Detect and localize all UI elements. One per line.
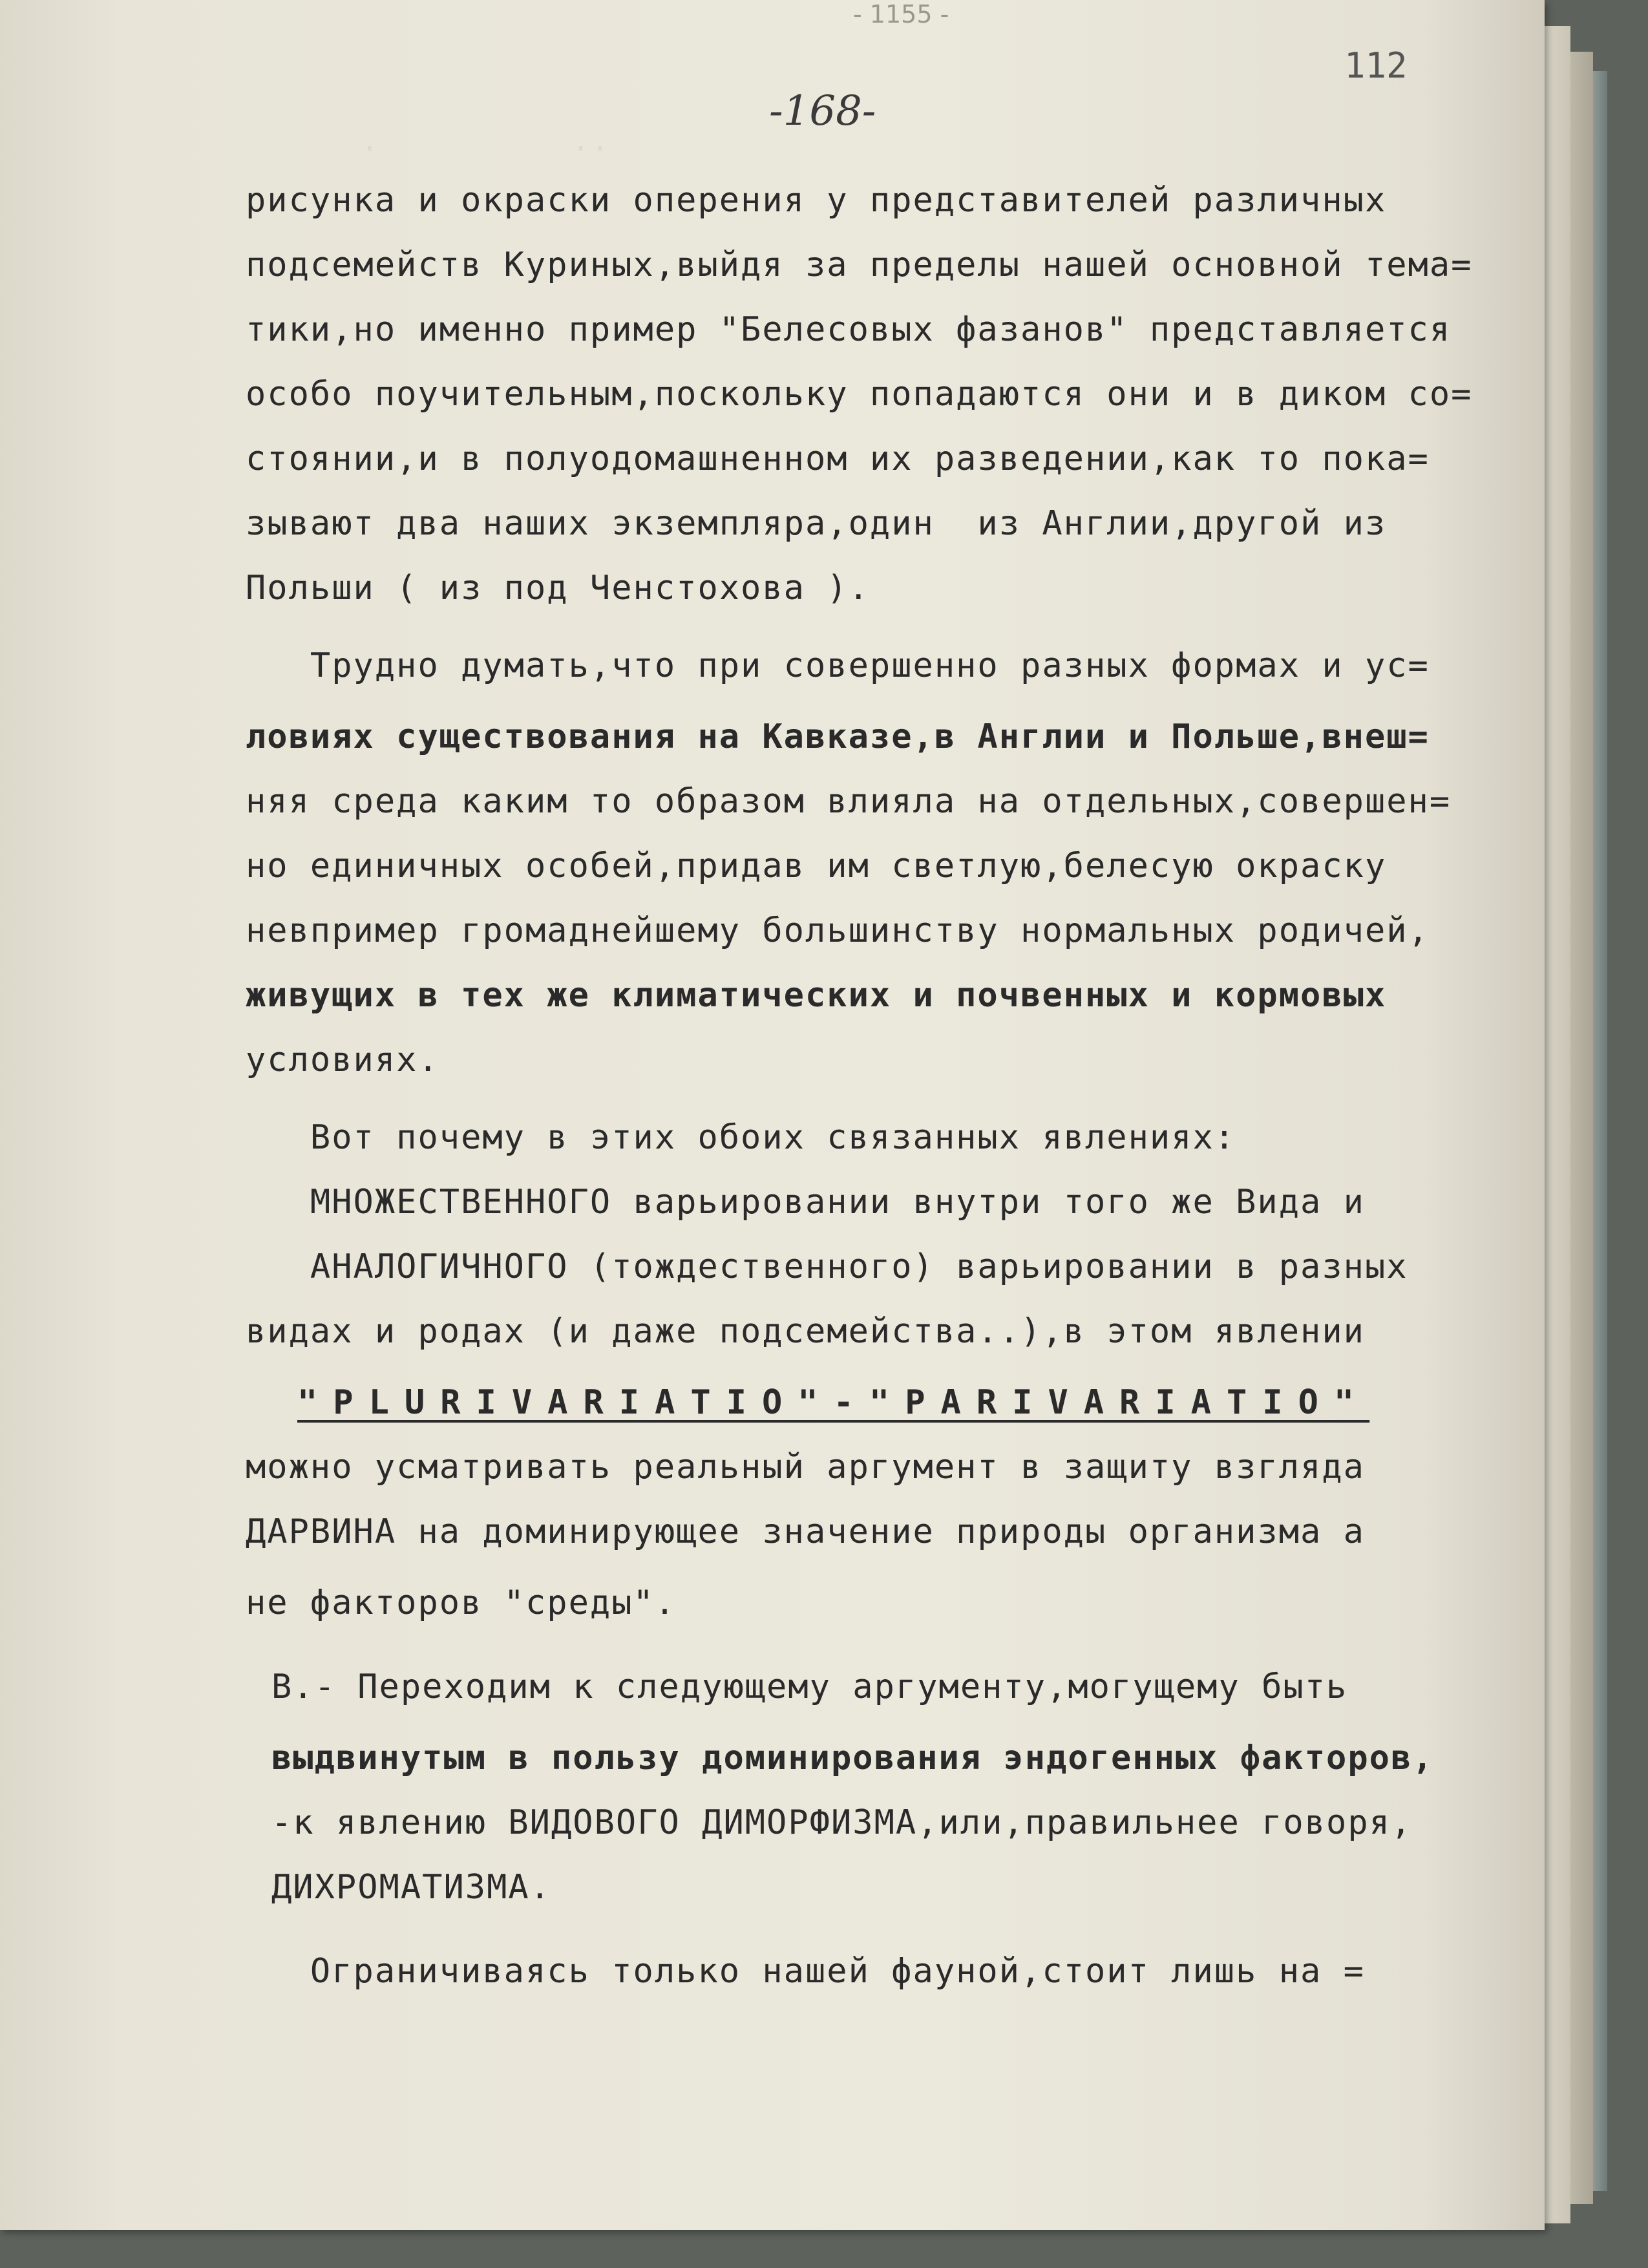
- text-line: В.- Переходим к следующему аргументу,могущему быть: [271, 1668, 1348, 1706]
- text-line: подсемейств Куриных,выйдя за пределы нашей основной тема=: [246, 246, 1473, 284]
- text-line: рисунка и окраски оперения у представителей различных: [246, 181, 1387, 220]
- text-line: условиях.: [246, 1041, 439, 1079]
- text-line: ДИХРОМАТИЗМА.: [271, 1868, 551, 1907]
- text-line: няя среда каким то образом влияла на отдельных,совершен=: [246, 782, 1452, 821]
- text-line: живущих в тех же климатических и почвенных и кормовых: [246, 976, 1387, 1015]
- text-line: ловиях существования на Кавказе,в Англии и Польше,внеш=: [246, 717, 1430, 756]
- text-line: Польши ( из под Ченстохова ).: [246, 569, 870, 608]
- text-line: тики,но именно пример "Белесовых фазанов" представляется: [246, 310, 1452, 349]
- text-line: МНОЖЕСТВЕННОГО варьировании внутри того же Вида и: [246, 1183, 1365, 1222]
- text-line: Трудно думать,что при совершенно разных формах и ус=: [246, 646, 1430, 685]
- text-line: зывают два наших экземпляра,один из Англии,другой из: [246, 504, 1387, 543]
- text-line: видах и родах (и даже подсемейства..),в этом явлении: [246, 1312, 1365, 1351]
- text-line: можно усматривать реальный аргумент в защиту взгляда: [246, 1448, 1365, 1487]
- text-line: но единичных особей,придав им светлую,белесую окраску: [246, 847, 1387, 885]
- text-line: Ограничиваясь только нашей фауной,стоит лишь на =: [246, 1952, 1365, 1991]
- page-edge: [1545, 26, 1570, 2223]
- text-line: -к явлению ВИДОВОГО ДИМОРФИЗМА,или,правильнее говоря,: [271, 1803, 1413, 1842]
- text-line: выдвинутым в пользу доминирования эндогенных факторов,: [271, 1739, 1434, 1777]
- page-edge: [1593, 71, 1607, 2191]
- page-number: 112: [1344, 45, 1408, 86]
- text-line: не факторов "среды".: [246, 1584, 677, 1622]
- text-line: ДАРВИНА на доминирующее значение природы организма а: [246, 1512, 1365, 1551]
- text-line: Вот почему в этих обоих связанных явлениях:: [246, 1118, 1236, 1157]
- text-line: невпример громаднейшему большинству нормальных родичей,: [246, 911, 1430, 950]
- bleed-through-text: . ..: [246, 123, 1148, 158]
- page-edge: [1570, 52, 1593, 2204]
- term-heading: "PLURIVARIATIO"-"PARIVARIATIO": [297, 1383, 1370, 1422]
- text-line: АНАЛОГИЧНОГО (тождественного) варьировании в разных: [246, 1247, 1408, 1286]
- text-line: стоянии,и в полуодомашненном их разведении,как то пока=: [246, 440, 1430, 478]
- text-line: особо поучительным,поскольку попадаются они и в диком со=: [246, 375, 1473, 414]
- handwritten-page-number: -168-: [769, 87, 876, 135]
- top-stamp: - 1155 -: [853, 0, 949, 28]
